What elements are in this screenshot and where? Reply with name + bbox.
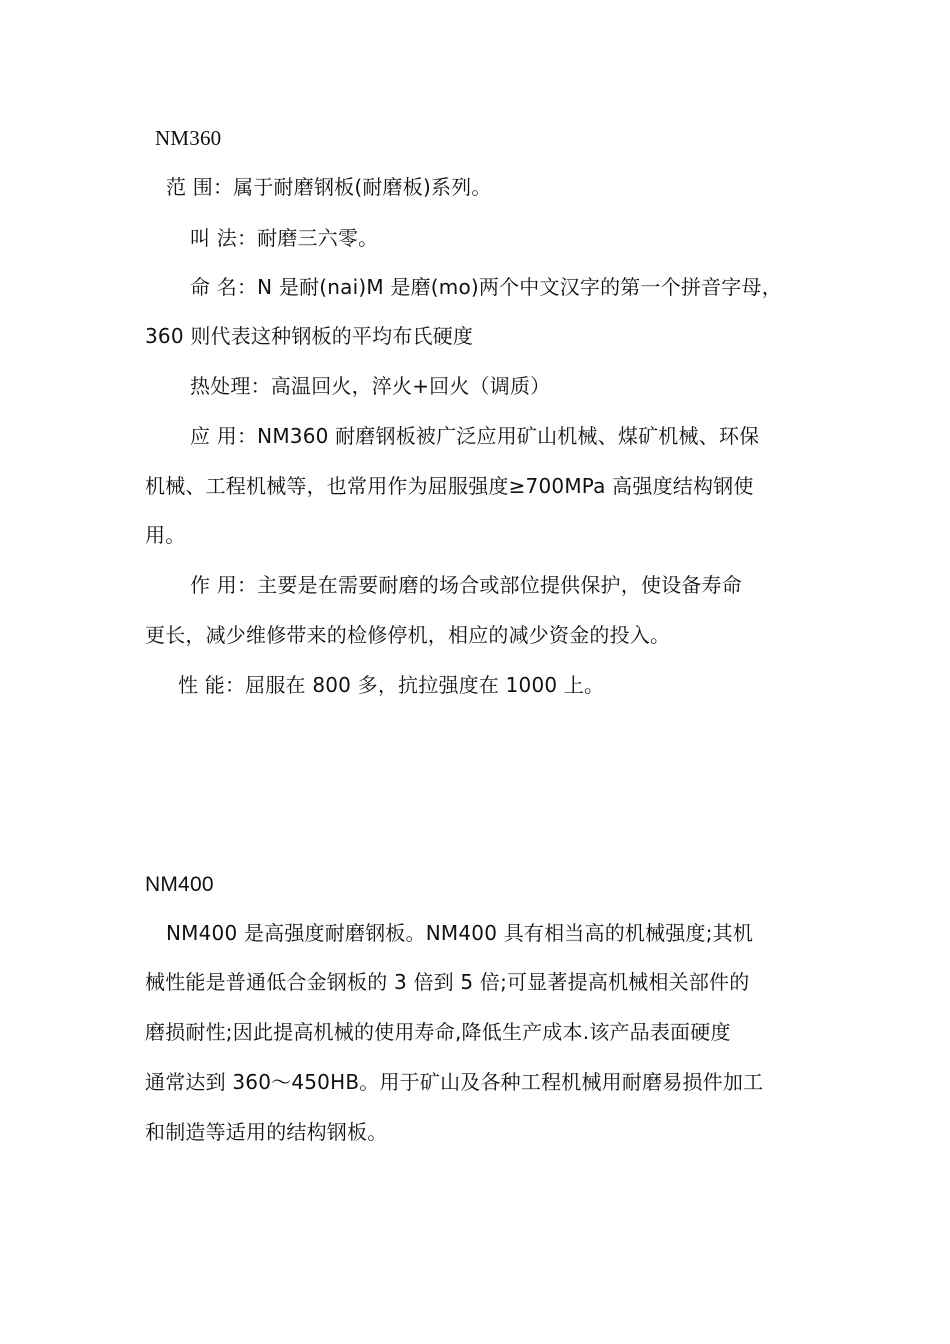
nm400-paragraph-line-1: NM400 是高强度耐磨钢板。NM400 具有相当高的机械强度;其机 [166, 921, 754, 945]
nm360-heading: NM360 [155, 126, 222, 150]
nm400-paragraph-line-5: 和制造等适用的结构钢板。 [145, 1120, 388, 1144]
nm360-function-line-2: 更长，减少维修带来的检修停机，相应的减少资金的投入。 [145, 623, 671, 647]
nm360-application-line-2: 机械、工程机械等，也常用作为屈服强度≥700MPa 高强度结构钢使 [145, 474, 754, 498]
nm400-paragraph-line-2: 械性能是普通低合金钢板的 3 倍到 5 倍;可显著提高机械相关部件的 [145, 970, 750, 994]
nm360-function-line-1: 作 用：主要是在需要耐磨的场合或部位提供保护，使设备寿命 [190, 573, 742, 597]
nm360-naming-line-1: 命 名：N 是耐(nai)M 是磨(mo)两个中文汉字的第一个拼音字母， [190, 275, 782, 299]
nm360-name-line: 叫 法：耐磨三六零。 [190, 226, 379, 250]
nm360-application-line-3: 用。 [145, 523, 186, 547]
nm400-heading: NM400 [145, 873, 214, 896]
nm400-paragraph-line-4: 通常达到 360～450HB。用于矿山及各种工程机械用耐磨易损件加工 [145, 1070, 764, 1094]
nm360-naming-line-2: 360 则代表这种钢板的平均布氏硬度 [145, 324, 474, 348]
nm400-paragraph-line-3: 磨损耐性;因此提高机械的使用寿命,降低生产成本.该产品表面硬度 [145, 1020, 731, 1044]
nm360-application-line-1: 应 用：NM360 耐磨钢板被广泛应用矿山机械、煤矿机械、环保 [190, 424, 760, 448]
nm360-scope-line: 范 围：属于耐磨钢板(耐磨板)系列。 [166, 175, 492, 199]
nm360-performance-line: 性 能：屈服在 800 多，抗拉强度在 1000 上。 [178, 673, 605, 697]
nm360-heat-treatment-line: 热处理：高温回火，淬火+回火（调质） [190, 374, 551, 398]
